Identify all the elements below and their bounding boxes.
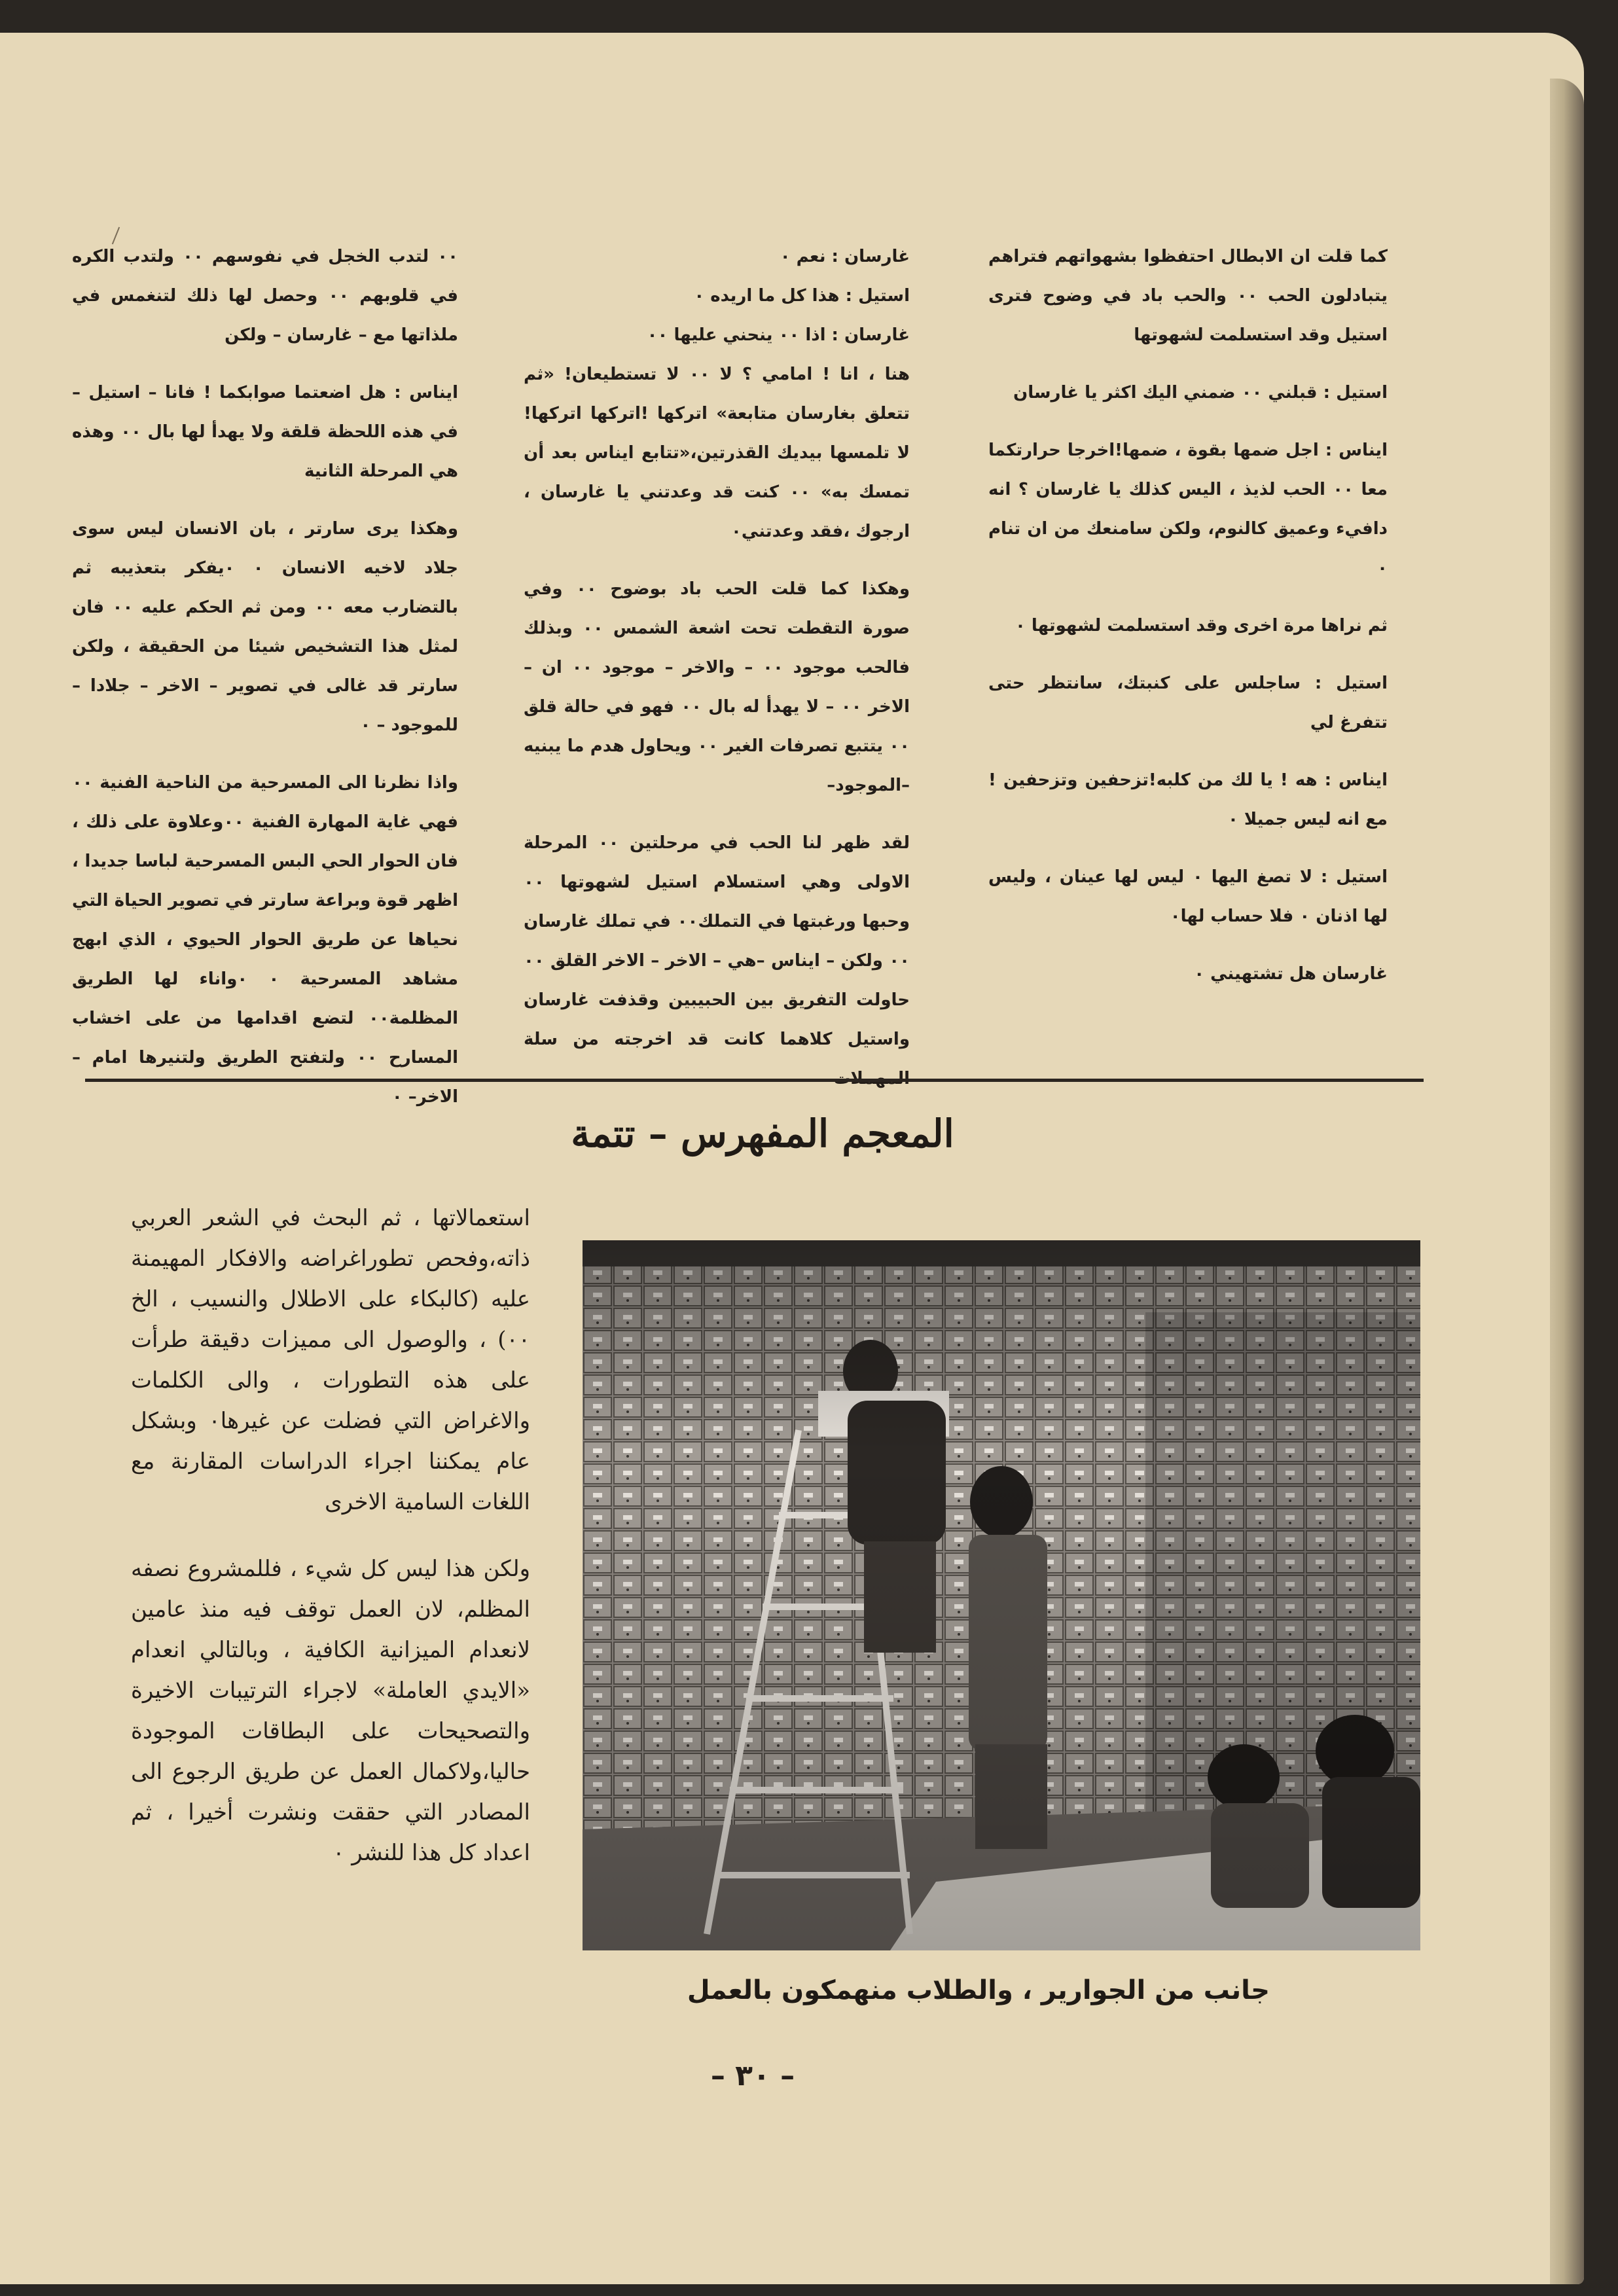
archive-drawers-photo (583, 1240, 1420, 1950)
page-edge (1550, 79, 1584, 2284)
text-column-left (72, 237, 458, 1135)
article-text-column (131, 1198, 530, 1899)
paragraph: استيل : هذا كل ما اريده ٠ (694, 286, 910, 306)
text-column-right (988, 237, 1388, 1012)
paragraph: وهكذا يرى سارتر ، بان الانسان ليس سوى جلاد لاخيه الانسان ٠ ٠يفكر بتعذيبه ثم بالتضارب معه ٠٠ ومن ثم الحكم عليه ٠٠ فان لمثل هذا التشخيص شيئا من الحقيقة ، ولكن سارتر قد غالى في تصوير – الاخر – جلادا – للموجود – ٠ (72, 519, 459, 735)
paragraph: غارسان هل تشتهيني ٠ (1194, 964, 1388, 984)
section-divider (85, 1079, 1424, 1082)
paragraph: ايناس : اجل ضمها بقوة ، ضمها!اخرجا حرارتكما معا ٠٠ الحب لذيذ ، اليس كذلك يا غارسان ؟ انه دافيء وعميق كالنوم، ولكن سامنعك من ان تنام ٠ (988, 440, 1388, 578)
paragraph: ايناس : هل اضعتما صوابكما ! فانا – استيل – في هذه اللحظة قلقة ولا يهدأ لها بال ٠٠ وهذه هي المرحلة الثانية (72, 383, 459, 481)
paragraph: استيل : لا تصغ اليها ٠ ليس لها عينان ، وليس لها اذنان ٠ فلا حساب لها٠ (988, 867, 1388, 926)
paragraph: واذا نظرنا الى المسرحية من الناحية الفنية ٠٠ فهي غاية المهارة الفنية ٠٠وعلاوة على ذلك ، فان الحوار الحي البس المسرحية لباسا جديدا ، اظهر قوة وبراعة سارتر في تصوير الحياة التي نحياها عن طريق الحوار الحيوي ، الذي ابهج مشاهد المسرحية ٠ ٠واناء لها الطريق المظلمة٠٠ لتضع اقدامها من على اخشاب المسارح ٠٠ ولتفتح الطريق ولتنيرها امام –الاخر– ٠ (72, 773, 459, 1107)
paragraph: ثم نراها مرة اخرى وقد استسلمت لشهوتها ٠ (1015, 616, 1388, 636)
paragraph: وهكذا كما قلت الحب باد بوضوح ٠٠ وفي صورة التقطت تحت اشعة الشمس ٠٠ وبذلك فالحب موجود ٠٠ – والاخر – موجود ٠٠ ان – الاخر ٠٠ – لا يهدأ له بال ٠٠ فهو في حالة قلق ٠٠ يتتبع تصرفات الغير ٠٠ ويحاول هدم ما يبنيه –الموجود– (524, 579, 910, 795)
paragraph: غارسان : اذا ٠٠ ينحني عليها ٠٠ (647, 325, 910, 345)
paragraph: استيل : ساجلس على كنبتك، سانتظر حتى تتفرغ لي (988, 673, 1388, 732)
page-number: – ٣٠ – (710, 2059, 795, 2092)
paragraph: ولكن هذا ليس كل شيء ، فللمشروع نصفه المظلم، لان العمل توقف فيه منذ عامين لانعدام الميزانية الكافية ، وبالتالي انعدام «الايدي العاملة» لاجراء الترتيبات الاخيرة والتصحيحات على البطاقات الموجودة حاليا،ولاكمال العمل عن طريق الرجوع الى المصادر التي حققت ونشرت أخيرا ، ثم اعداد كل هذا للنشر ٠ (131, 1556, 530, 1866)
paragraph: ايناس : هه ! يا لك من كلبه!تزحفين وتزحفين ! مع انه ليس جميلا ٠ (988, 770, 1388, 829)
paragraph: استيل : قبلني ٠٠ ضمني اليك اكثر يا غارسان (1013, 383, 1388, 403)
paragraph: ٠٠ لتدب الخجل في نفوسهم ٠٠ ولتدب الكره في قلوبهم ٠٠ وحصل لها ذلك لتنغمس في ملذاتها مع – غارسان – ولكن (72, 247, 459, 345)
photo-caption: جانب من الجوارير ، والطلاب منهمكون بالعمل (687, 1975, 1270, 2005)
photo-illustration (583, 1240, 1420, 1950)
paragraph: غارسان : نعم ٠ (780, 247, 910, 266)
paragraph: لقد ظهر لنا الحب في مرحلتين ٠٠ المرحلة الاولى وهي استسلام استيل لشهوتها ٠٠ وحبها ورغبتها في التملك٠٠ في تملك غارسان ٠٠ ولكن – ايناس –هي – الاخر – الاخر القلق ٠٠ حاولت التفريق بين الحبيبين وقذفت غارسان واستيل كلاهما كانت قد اخرجته من سلة المهملات (524, 833, 910, 1088)
paragraph: استعمالاتها ، ثم البحث في الشعر العربي ذاته،وفحص تطوراغراضه والافكار المهيمنة عليه (كالبكاء على الاطلال والنسيب ، الخ ٠٠) ، والوصول الى مميزات دقيقة طرأت على هذه التطورات ، والى الكلمات والاغراض التي فضلت عن غيرها٠ وبشكل عام يمكننا اجراء الدراسات المقارنة مع اللغات السامية الاخرى (131, 1205, 531, 1515)
text-column-middle (524, 237, 910, 1117)
paragraph: هنا ، انا ! امامي ؟ لا ٠٠ لا تستطيعان! «ثم تتعلق بغارسان متابعة» اتركها !اتركها اتركها! لا تلمسها بيديك القذرتين،«تتابع ايناس بعد أن تمسك به» ٠٠ كنت قد وعدتني يا غارسان ، ارجوك ،فقد وعدتني٠ (524, 365, 910, 541)
article-title: المعجم المفهرس – تتمة (571, 1111, 954, 1156)
paragraph: كما قلت ان الابطال احتفظوا بشهواتهم فتراهم يتبادلون الحب ٠٠ والحب باد في وضوح فترى استيل وقد استسلمت لشهوتها (988, 247, 1388, 345)
magazine-page (0, 33, 1584, 2284)
